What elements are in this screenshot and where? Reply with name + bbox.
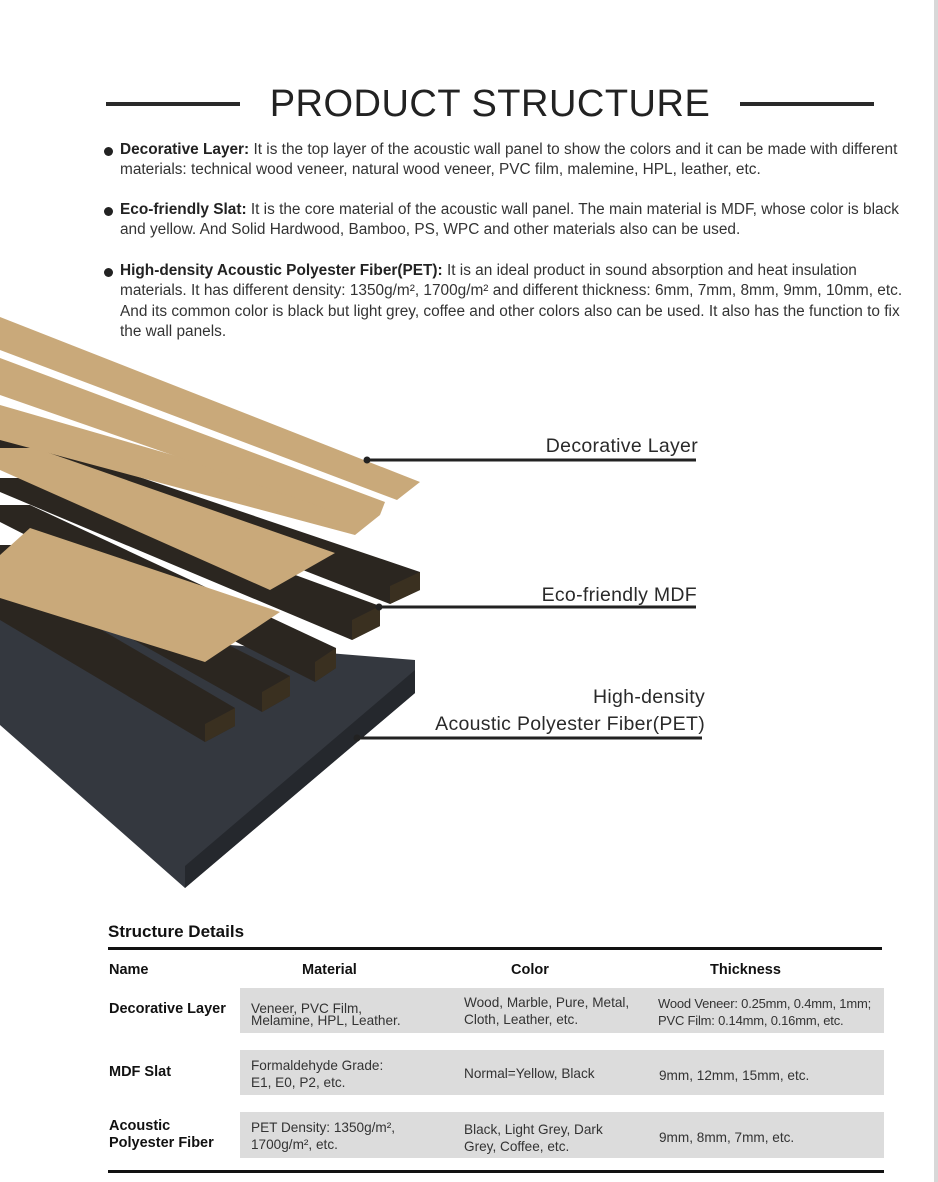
bullet-text: It is the top layer of the acoustic wall panel to show the colors and it can be made with different materials: technical wood veneer, natural wood veneer, PVC film, malemine, HPL, leather, etc. [120, 141, 898, 179]
bullet-eco-slat [104, 200, 910, 241]
bullet-heading: High-density Acoustic Polyester Fiber(PET): [120, 262, 443, 279]
bullet-dot-icon [104, 147, 113, 156]
row-thickness: 9mm, 8mm, 7mm, etc. [659, 1130, 795, 1145]
table-title: Structure Details [108, 922, 245, 941]
row-color: Normal=Yellow, Black [464, 1066, 595, 1081]
table-bottom-rule [108, 1170, 884, 1173]
header-thickness: Thickness [710, 962, 781, 978]
row-name: Decorative Layer [109, 1001, 226, 1017]
bullet-dot-icon [104, 268, 113, 277]
title-rule-left [106, 102, 240, 106]
bullet-heading: Eco-friendly Slat: [120, 201, 247, 218]
row-color: Wood, Marble, Pure, Metal, Cloth, Leather, etc. [464, 995, 630, 1027]
title-rule-right [740, 102, 874, 106]
bullet-dot-icon [104, 207, 113, 216]
header-color: Color [511, 962, 549, 978]
table-top-rule [108, 947, 882, 950]
title-block [0, 82, 938, 126]
bullet-decorative-layer [104, 140, 910, 181]
page-title: PRODUCT STRUCTURE [269, 83, 711, 125]
header-name: Name [109, 962, 149, 978]
label-decorative-layer: Decorative Layer [545, 435, 698, 457]
row-thickness: Wood Veneer: 0.25mm, 0.4mm, 1mm; PVC Film: 0.14mm, 0.16mm, etc. [658, 996, 872, 1028]
row-material: Veneer, PVC Film, Melamine, HPL, Leather. [251, 1001, 401, 1028]
label-pet-line2: Acoustic Polyester Fiber(PET) [435, 713, 705, 735]
label-pet-line1: High-density [593, 686, 705, 708]
label-eco-mdf: Eco-friendly MDF [541, 584, 697, 606]
leader-dot [364, 457, 371, 464]
row-thickness: 9mm, 12mm, 15mm, etc. [659, 1068, 810, 1083]
bullet-heading: Decorative Layer: [120, 141, 250, 158]
structure-diagram [0, 300, 938, 900]
leader-dot [376, 604, 383, 611]
row-name: Acoustic Polyester Fiber [109, 1118, 214, 1151]
header-material: Material [302, 962, 357, 978]
row-name: MDF Slat [109, 1064, 172, 1080]
bullet-text: It is the core material of the acoustic wall panel. The main material is MDF, whose color is black and yellow. And Solid Hardwood, Bamboo, PS, WPC and other materials also can be used. [120, 201, 899, 239]
bullet-text: It is an ideal product in sound absorption and heat insulation materials. It has different density: 1350g/m², 1700g/m² and different thickness: 6mm, 7mm, 8mm, 9mm, 10mm, etc. And its common color is black but light grey, coffee and other colors also can be used. It also has the function to fix the wall panels. [120, 262, 903, 340]
leader-dot [354, 735, 361, 742]
row-material: Formaldehyde Grade: E1, E0, P2, etc. [251, 1058, 384, 1090]
row-color: Black, Light Grey, Dark Grey, Coffee, etc. [464, 1122, 603, 1154]
row-material: PET Density: 1350g/m², 1700g/m², etc. [251, 1120, 396, 1152]
